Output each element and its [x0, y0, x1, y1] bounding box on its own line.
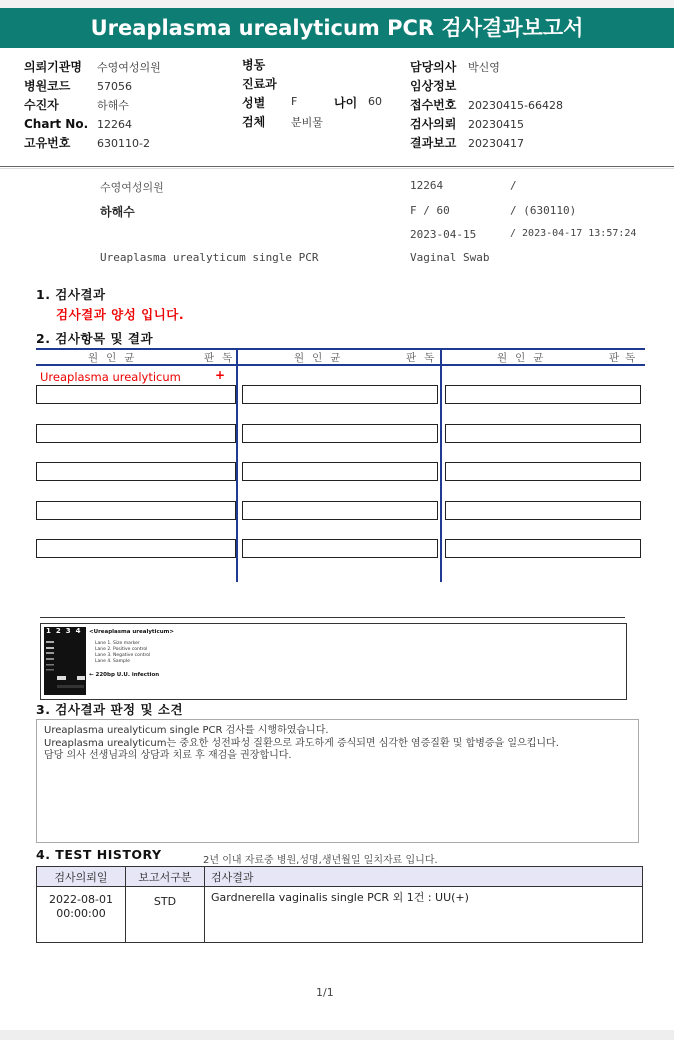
history-col-result: 검사결과 [205, 867, 643, 887]
opinion-line: 담당 의사 선생님과의 상담과 치료 후 재검을 권장합니다. [44, 750, 292, 761]
value-requester: 수영여성의원 [97, 61, 161, 74]
header-left [24, 56, 161, 151]
page-number: 1/1 [316, 986, 334, 999]
label-hospital-code: 병원코드 [24, 79, 71, 93]
col-header-organism-3: 원인균 [497, 352, 552, 364]
value-unique-no: 630110-2 [97, 137, 150, 150]
table-row [37, 887, 643, 943]
history-table-wrap [36, 866, 643, 943]
label-unique-no: 고유번호 [24, 136, 71, 150]
value-sex: F [291, 95, 298, 108]
history-result: Gardnerella vaginalis single PCR 외 1건 : UU(+) [205, 887, 643, 943]
history-date-cell [37, 887, 126, 943]
label-date-reported: / 2023-04-17 13:57:24 [510, 228, 637, 239]
label-ward: 병동 [242, 58, 266, 72]
header-right [410, 56, 563, 151]
history-date: 2022-08-01 [49, 893, 113, 906]
header-divider [0, 166, 674, 167]
label-specimen: 검체 [242, 115, 266, 129]
label-clinic: 수영여성의원 [100, 181, 164, 194]
label-age: 나이 [334, 96, 358, 110]
label-patient-name: 하해수 [100, 205, 135, 219]
history-time: 00:00:00 [56, 907, 106, 920]
result-item-sign: + [215, 368, 226, 382]
top-strip [0, 0, 674, 8]
col-header-organism-2: 원인균 [294, 352, 349, 364]
result-item-organism: Ureaplasma urealyticum [40, 370, 181, 384]
gel-legend-item: Lane 4. Sample [95, 659, 130, 664]
history-note: 2년 이내 자료중 병원,성명,생년월일 일치자료 입니다. [203, 855, 438, 866]
col-header-result-1: 판독 [204, 352, 241, 364]
lane-1-label: 1 [46, 627, 56, 635]
lane-numbers [46, 627, 86, 635]
gel-band-label-text: 220bp U.U. infection [95, 672, 160, 678]
arrow-left-icon: ← [89, 672, 94, 678]
gel-legend-item: Lane 3. Negative control [95, 653, 151, 658]
opinion-text [44, 725, 559, 763]
label-receipt-no: 접수번호 [410, 98, 457, 112]
col-header-result-3: 판독 [609, 352, 642, 364]
lane-2-label: 2 [55, 627, 66, 635]
gel-legend-item: Lane 1. Size marker [95, 641, 140, 646]
label-id: / (630110) [510, 204, 577, 217]
result-box [445, 424, 641, 443]
section3-title: 3. 검사결과 판정 및 소견 [36, 702, 184, 717]
col-header-organism-1: 원인균 [88, 352, 143, 364]
gel-legend-item: Lane 2. Positive control [95, 647, 148, 652]
lane-4-label: 4 [75, 627, 86, 635]
gel-caption-title: <Ureaplasma urealyticum> [89, 629, 174, 635]
result-box [36, 385, 236, 404]
figure-top-line [40, 617, 625, 618]
result-box [242, 539, 438, 558]
col-header-result-2: 판독 [406, 352, 443, 364]
opinion-line: Ureaplasma urealyticum는 중요한 성전파성 질환으로 과도하게 증식되면 심각한 염증질환 및 합병증을 일으킵니다. [44, 737, 559, 749]
grid-divider-1 [236, 348, 238, 582]
history-col-type: 보고서구분 [126, 867, 205, 887]
label-doctor: 담당의사 [410, 60, 457, 74]
label-specimen-type: Vaginal Swab [410, 251, 490, 264]
label-requester: 의뢰기관명 [24, 60, 82, 74]
value-report-date: 20230417 [468, 137, 524, 150]
result-box [242, 462, 438, 481]
section4-title: 4. TEST HISTORY [36, 847, 162, 862]
gel-band-label [89, 672, 159, 678]
gel-bands [44, 627, 86, 695]
history-col-date: 검사의뢰일 [37, 867, 126, 887]
history-header-row [37, 867, 643, 887]
value-request-date: 20230415 [468, 118, 524, 131]
label-sex: 성별 [242, 96, 266, 110]
lane-3-label: 3 [65, 627, 76, 635]
result-box [36, 539, 236, 558]
result-box [242, 424, 438, 443]
value-receipt-no: 20230415-66428 [468, 99, 563, 112]
label-request-date: 검사의뢰 [410, 117, 457, 131]
section2-title: 2. 검사항목 및 결과 [36, 331, 154, 346]
result-box [242, 385, 438, 404]
result-box [445, 501, 641, 520]
value-chart-no: 12264 [97, 118, 132, 131]
value-specimen: 분비물 [291, 116, 323, 129]
opinion-line: Ureaplasma urealyticum single PCR 검사를 시행하였습니다. [44, 725, 329, 736]
label-clinical-info: 임상정보 [410, 79, 457, 93]
grid-divider-2 [440, 348, 442, 582]
gel-image [44, 627, 86, 695]
label-chart-no: Chart No. [24, 117, 89, 131]
label-department: 진료과 [242, 77, 277, 91]
label-date-received: 2023-04-15 [410, 228, 477, 241]
value-age: 60 [368, 95, 382, 108]
label-slash: / [510, 179, 517, 192]
bottom-strip [0, 1030, 674, 1040]
value-patient: 하해수 [97, 99, 129, 112]
report-title: Ureaplasma urealyticum PCR 검사결과보고서 [0, 8, 674, 48]
label-report-date: 결과보고 [410, 136, 457, 150]
result-positive: 검사결과 양성 입니다. [56, 307, 185, 322]
result-box [445, 385, 641, 404]
section1-title: 1. 검사결과 [36, 287, 106, 302]
value-doctor: 박신영 [468, 61, 500, 74]
label-test-name: Ureaplasma urealyticum single PCR [100, 251, 319, 264]
value-hospital-code: 57056 [97, 80, 132, 93]
label-sex-age: F / 60 [410, 204, 450, 217]
header-divider-shadow [0, 168, 674, 169]
result-box [445, 539, 641, 558]
result-box [36, 501, 236, 520]
gel-legend [95, 641, 150, 665]
history-table [36, 866, 643, 943]
result-box [36, 462, 236, 481]
label-chart: 12264 [410, 179, 444, 192]
label-patient: 수진자 [24, 98, 59, 112]
result-box [445, 462, 641, 481]
history-type: STD [126, 887, 205, 943]
result-box [36, 424, 236, 443]
result-box [242, 501, 438, 520]
